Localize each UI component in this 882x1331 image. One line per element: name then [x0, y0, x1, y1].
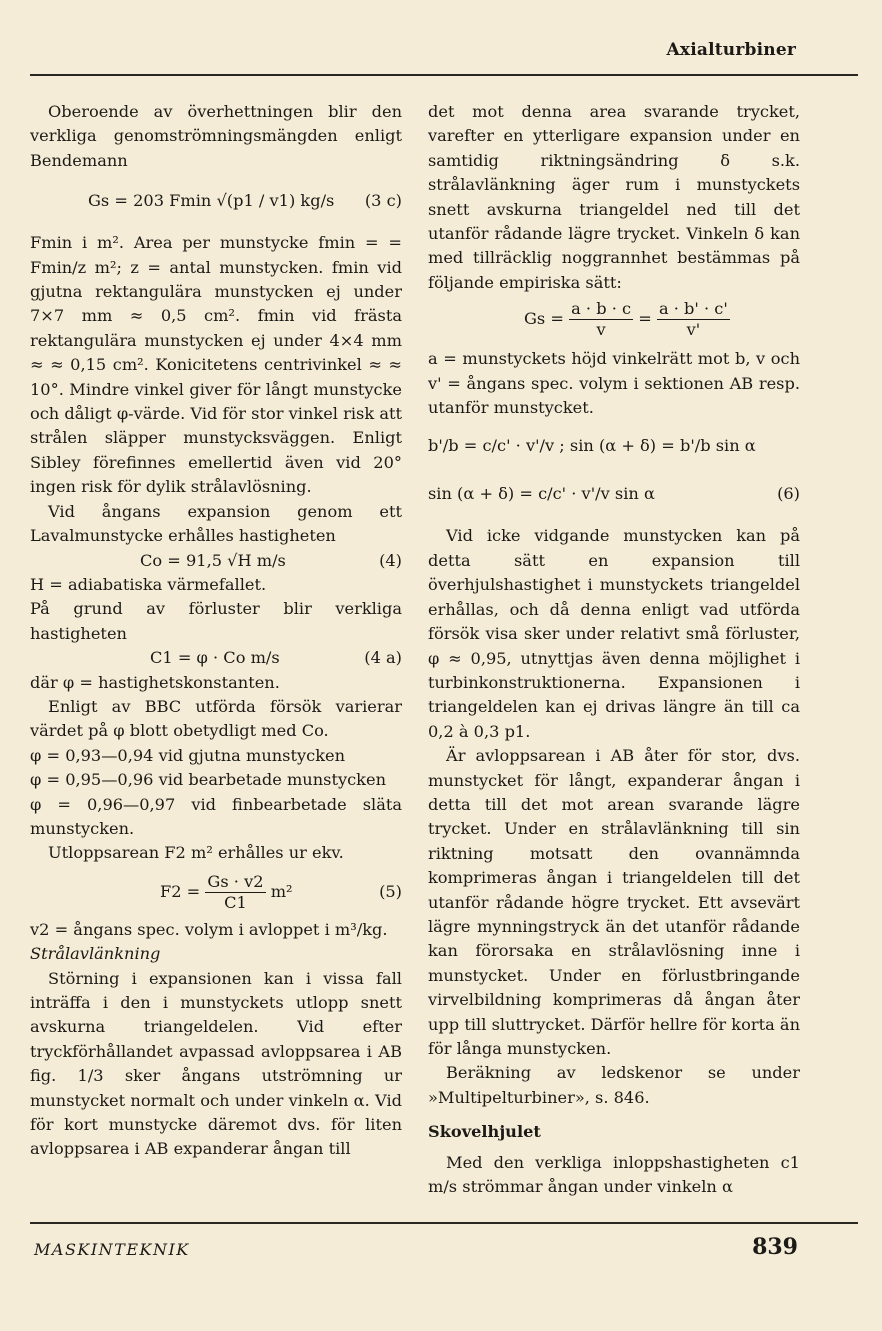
equation-body: b'/b = c/c' · v'/v ; sin (α + δ) = b'/b sin α [428, 436, 756, 456]
equation-number: (4) [379, 550, 402, 570]
paragraph: a = munstyckets höjd vinkelrätt mot b, v och v' = ångans spec. volym i sektionen AB resp. utanför munstycket. [428, 349, 800, 418]
list-item: φ = 0,96—0,97 vid finbearbetade släta munstycken. [30, 794, 402, 838]
denominator: C1 [224, 892, 247, 912]
equation-number: (4 a) [364, 648, 402, 668]
left-column [30, 100, 402, 1162]
equation-3c [30, 173, 402, 231]
equals-sign: = [638, 309, 652, 329]
paragraph: Vid ångans expansion genom ett Lavalmunstycke erhålles hastigheten [30, 501, 402, 546]
equation-lhs: F2 = [160, 881, 201, 901]
numerator: a · b · c [571, 299, 632, 319]
fraction [657, 299, 730, 340]
paragraph: det mot denna area svarande trycket, varefter en ytterligare expansion under en samtidig riktningsändring δ s.k. strålavlänkning äger rum i munstyckets snett avskurna triangeldel ned till det utanför rådande lägre trycket. Vinkeln δ kan med tillräcklig noggrannhet bestämmas på följande empiriska sätt: [428, 102, 800, 292]
paragraph: v2 = ångans spec. volym i avloppet i m³/kg. [30, 919, 388, 939]
footer-rule [30, 1222, 858, 1224]
equation-number: (6) [777, 484, 800, 504]
equation-body: C1 = φ · Co m/s [150, 648, 280, 668]
paragraph: Med den verkliga inloppshastigheten c1 m/s strömmar ångan under vinkeln α [428, 1152, 800, 1197]
paragraph: Störning i expansionen kan i vissa fall inträffa i den i munstyckets utlopp snett avskurna triangeldelen. Vid efter tryckförhållandet avpassad avloppsarea i AB fig. 1/3 sker ångans utströmning ur munstycket normalt och under vinkeln α. Vid för kort munstycke däremot dvs. för liten avloppsarea i AB expanderar ångan till [30, 968, 402, 1159]
equation-6 [428, 472, 800, 524]
section-heading: Strålavlänkning [30, 944, 161, 964]
list-item: φ = 0,93—0,94 vid gjutna munstycken [30, 745, 346, 765]
equation-body [160, 872, 293, 913]
paragraph: Enligt av BBC utförda försök varierar värdet på φ blott obetydligt med Co. [30, 696, 402, 741]
paragraph: Utloppsarean F2 m² erhålles ur ekv. [48, 843, 344, 863]
paragraph: där φ = hastighetskonstanten. [30, 672, 280, 692]
equation-unit: m² [270, 881, 293, 901]
equation-4 [30, 549, 402, 573]
equation-5 [30, 866, 402, 918]
paragraph: Vid icke vidgande munstycken kan på detta sätt en expansion till överhjulshastighet i munstyckets triangeldel erhållas, och då denna enligt vad utförda försök visa sker under relativt små förluster, φ ≈ 0,95, utnyttjas även denna möjlighet i turbinkonstruktionerna. Expansionen i triangeldelen kan ej drivas längre än till ca 0,2 à 0,3 p1. [428, 526, 800, 741]
numerator: a · b' · c' [658, 299, 728, 319]
fraction [205, 872, 265, 913]
paragraph: Beräkning av ledskenor se under »Multipelturbiner», s. 846. [428, 1063, 800, 1107]
denominator: v [596, 320, 606, 340]
section-heading: Skovelhjulet [428, 1122, 541, 1142]
paragraph: Fmin i m². Area per munstycke fmin = = Fmin/z m²; z = antal munstycken. fmin vid gjutna rektangulära munstycken ej under 7×7 mm ≈ 0,5 cm². fmin vid frästa rektangulära munstycken ej under 4×4 mm ≈ ≈ 0,15 cm². Konicitetens centrivinkel ≈ ≈ 10°. Mindre vinkel giver för långt munstycke och dåligt φ-värde. Vid för stor vinkel risk att strålen släpper munstycksväggen. Enligt Sibley förefinnes emellertid även vid 20° ingen risk för dylik strålavlösning. [30, 233, 402, 497]
equation-4a [30, 646, 402, 670]
fraction [569, 299, 633, 340]
equation-sin [428, 420, 800, 472]
equation-gs [428, 295, 800, 347]
equation-lhs: Gs = [524, 309, 564, 329]
equation-number: (5) [379, 881, 402, 901]
equation-body: Co = 91,5 √H m/s [140, 550, 286, 570]
equation-body [524, 299, 730, 340]
paragraph: På grund av förluster blir verkliga hastigheten [30, 599, 402, 643]
paragraph: H = adiabatiska värmefallet. [30, 574, 267, 594]
paragraph: Oberoende av överhettningen blir den verkliga genomströmningsmängden enligt Bendemann [30, 102, 402, 170]
list-item: φ = 0,95—0,96 vid bearbetade munstycken [30, 770, 386, 790]
page-number: 839 [752, 1234, 798, 1260]
right-column [428, 100, 800, 1199]
header-rule [30, 74, 858, 76]
equation-number: (3 c) [364, 191, 402, 211]
journal-name: MASKINTEKNIK [34, 1240, 190, 1259]
numerator: Gs · v2 [207, 871, 264, 891]
equation-body: sin (α + δ) = c/c' · v'/v sin α [428, 484, 655, 504]
paragraph: Är avloppsarean i AB åter för stor, dvs. munstycket för långt, expanderar ångan i detta till det mot arean svarande lägre trycket. Under en strålavlänkning till sin riktning motsatt den ovannämnda komprimeras ångan i triangeldelen till det utanför rådande högre trycket. Ett avsevärt lägre mynningstryck än det utanför rådande kan förorsaka en strålavlösning inne i munstycket. Under en förlustbringande virvelbildning komprimeras då ångan åter upp till sluttrycket. Därför hellre för korta än för långa munstycken. [428, 746, 800, 1058]
equation-body: Gs = 203 Fmin √(p1 / v1) kg/s [88, 191, 335, 211]
running-header: Axialturbiner [666, 40, 796, 60]
denominator: v' [686, 320, 701, 340]
